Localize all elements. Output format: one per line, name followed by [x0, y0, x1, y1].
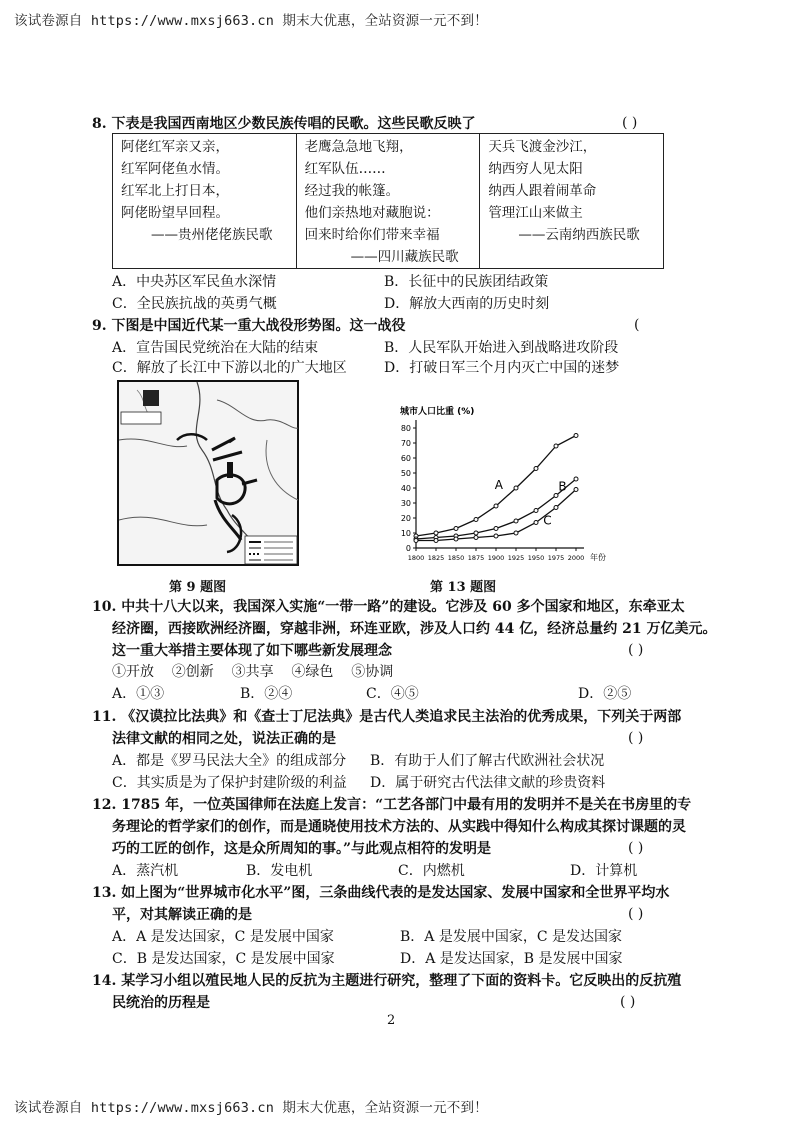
q13-option-a: A．A 是发达国家，C 是发展中国家	[112, 929, 334, 945]
q13-line-2: 平，对其解读正确的是	[112, 907, 252, 923]
y-tick-label: 30	[400, 499, 411, 508]
song-guizhou-cell	[113, 134, 297, 269]
x-tick-label: 1950	[527, 554, 545, 562]
q11-line-2: 法律文献的相同之处，说法正确的是	[112, 731, 336, 747]
series-label-A: A	[494, 477, 504, 492]
q8-option-b: B．长征中的民族团结政策	[384, 274, 549, 290]
data-point-B	[514, 519, 518, 523]
data-point-B	[474, 531, 478, 535]
q10-option-a: A．①③	[112, 686, 165, 702]
folk-song-table	[112, 133, 664, 269]
q10-option-b: B．②④	[240, 686, 293, 702]
data-point-B	[554, 494, 558, 498]
chart-title: 城市人口比重 (%)	[400, 407, 475, 417]
figure-13-caption: 第 13 题图	[430, 580, 497, 595]
series-label-B: B	[558, 479, 567, 494]
data-point-A	[574, 434, 578, 438]
y-tick-label: 70	[400, 439, 411, 448]
q9-option-c: C．解放了长江中下游以北的广大地区	[112, 360, 347, 376]
y-tick-label: 60	[400, 454, 411, 463]
q13-option-b: B．A 是发展中国家，C 是发达国家	[400, 929, 623, 945]
data-point-C	[514, 531, 518, 535]
q10-line-1: 10. 中共十八大以来，我国深入实施“一带一路”的建设。它涉及 60 多个国家和地区，东牵亚太	[92, 599, 685, 615]
q11-answer-bracket: ( )	[628, 730, 644, 746]
urbanization-chart	[376, 400, 616, 568]
data-point-A	[494, 504, 498, 508]
song-line: 红军北上打日本，	[121, 183, 229, 199]
data-point-C	[494, 534, 498, 538]
x-tick-label: 1800	[407, 554, 425, 562]
series-lines	[414, 434, 578, 543]
q13-option-d: D．A 是发达国家，B 是发展中国家	[400, 951, 623, 967]
song-credit: ——云南纳西族民歌	[518, 227, 640, 243]
song-line: 红军队伍……	[304, 161, 386, 177]
y-tick-label: 10	[400, 529, 411, 538]
x-tick-label: 1925	[507, 554, 525, 562]
q10-option-c: C．④⑤	[366, 686, 419, 702]
y-axis	[401, 420, 416, 553]
y-tick-label: 0	[405, 544, 411, 553]
song-line: 经过我的帐篷。	[304, 183, 400, 199]
watermark-banner-top: 该试卷源自 https://www.mxsj663.cn 期末大优惠，全站资源一元不到！	[14, 13, 488, 29]
q9-option-b: B．人民军队开始进入到战略进攻阶段	[384, 340, 619, 356]
x-axis	[408, 548, 606, 562]
song-line: 他们亲热地对藏胞说：	[304, 205, 440, 221]
q11-option-b: B．有助于人们了解古代欧洲社会状况	[370, 753, 605, 769]
x-tick-label: 1975	[547, 554, 565, 562]
figure-9-caption: 第 9 题图	[169, 580, 227, 595]
song-yunnan-cell	[480, 134, 664, 269]
y-tick-label: 80	[400, 424, 411, 433]
q12-line-3: 巧的工匠的创作，这是众所周知的事。”与此观点相符的发明是	[112, 841, 492, 857]
song-line: 管理江山来做主	[488, 205, 583, 221]
q11-option-a: A．都是《罗马民法大全》的组成部分	[112, 753, 347, 769]
q12-option-d: D．计算机	[570, 863, 638, 879]
q8-option-a: A．中央苏区军民鱼水深情	[112, 274, 277, 290]
q9-stem: 9. 下图是中国近代某一重大战役形势图。这一战役	[92, 318, 406, 334]
x-tick-label: 1850	[447, 554, 465, 562]
battle-map-figure	[117, 380, 299, 566]
data-point-A	[454, 527, 458, 531]
data-point-A	[554, 444, 558, 448]
song-line: 天兵飞渡金沙江，	[488, 139, 597, 155]
song-line: 回来时给你们带来幸福	[304, 227, 440, 243]
x-tick-label: 1825	[427, 554, 445, 562]
q13-option-c: C．B 是发达国家，C 是发展中国家	[112, 951, 335, 967]
data-point-C	[554, 506, 558, 510]
q10-line-2: 经济圈，西接欧洲经济圈，穿越非洲，环连亚欧，涉及人口约 44 亿，经济总量约 21 万亿美元。	[112, 621, 717, 637]
q12-option-a: A．蒸汽机	[112, 863, 179, 879]
data-point-A	[434, 531, 438, 535]
q12-line-2: 务理论的哲学家们的创作，而是通晓使用技术方法的、从实践中得知什么构成其探讨课题的灵	[112, 819, 686, 835]
song-line: 纳西穷人见太阳	[488, 161, 583, 177]
y-tick-label: 50	[400, 469, 411, 478]
q10-answer-bracket: ( )	[628, 642, 644, 658]
q9-answer-bracket: (	[634, 317, 640, 333]
song-sichuan-cell	[296, 134, 480, 269]
q12-line-1: 12. 1785 年，一位英国律师在法庭上发言：“工艺各部门中最有用的发明并不是关在书房里的专	[92, 797, 692, 813]
y-tick-label: 20	[400, 514, 411, 523]
data-point-A	[474, 518, 478, 522]
q9-option-a: A．宣告国民党统治在大陆的结束	[112, 340, 319, 356]
page-number: 2	[387, 1013, 396, 1028]
song-line: 阿佬盼望早回程。	[121, 205, 229, 221]
q10-option-d: D．②⑤	[578, 686, 632, 702]
q9-option-d: D．打破日军三个月内灭亡中国的迷梦	[384, 360, 620, 376]
series-line-C	[416, 490, 576, 541]
q13-line-1: 13. 如上图为“世界城市化水平”图，三条曲线代表的是发达国家、发展中国家和全世界平均水	[92, 885, 670, 901]
q12-option-b: B．发电机	[246, 863, 313, 879]
data-point-B	[494, 527, 498, 531]
q14-line-1: 14. 某学习小组以殖民地人民的反抗为主题进行研究，整理了下面的资料卡。它反映出的反抗殖	[92, 973, 682, 989]
data-point-A	[534, 467, 538, 471]
data-point-C	[474, 536, 478, 540]
q14-answer-bracket: ( )	[620, 994, 636, 1010]
song-line: 纳西人跟着闹革命	[488, 183, 597, 199]
data-point-A	[514, 486, 518, 490]
data-point-C	[454, 537, 458, 541]
data-point-C	[534, 521, 538, 525]
q11-option-d: D．属于研究古代法律文献的珍贵资料	[370, 775, 606, 791]
x-tick-label: 2000	[567, 554, 585, 562]
q8-answer-bracket: ( )	[622, 115, 638, 131]
x-tick-label: 1900	[487, 554, 505, 562]
song-credit: ——四川藏族民歌	[350, 249, 459, 265]
y-tick-label: 40	[400, 484, 411, 493]
data-point-B	[534, 509, 538, 513]
q8-stem: 8. 下表是我国西南地区少数民族传唱的民歌。这些民歌反映了	[92, 116, 476, 132]
x-axis-label: 年份	[590, 553, 606, 562]
q12-answer-bracket: ( )	[628, 840, 644, 856]
x-tick-label: 1875	[467, 554, 485, 562]
q8-option-c: C．全民族抗战的英勇气概	[112, 296, 277, 312]
song-line: 阿佬红军亲又亲，	[121, 139, 229, 155]
q12-option-c: C．内燃机	[398, 863, 465, 879]
q10-line-3: 这一重大举措主要体现了如下哪些新发展理念	[112, 643, 392, 659]
q14-line-2: 民统治的历程是	[112, 995, 210, 1011]
song-line: 老鹰急急地飞翔，	[304, 139, 413, 155]
data-point-C	[434, 539, 438, 543]
q11-option-c: C．其实质是为了保护封建阶级的利益	[112, 775, 347, 791]
q8-option-d: D．解放大西南的历史时刻	[384, 296, 550, 312]
data-point-B	[574, 477, 578, 481]
q11-line-1: 11. 《汉谟拉比法典》和《查士丁尼法典》是古代人类追求民主法治的优秀成果，下列关于两部	[92, 709, 682, 725]
series-label-C: C	[543, 513, 552, 528]
watermark-banner-bottom: 该试卷源自 https://www.mxsj663.cn 期末大优惠，全站资源一元不到！	[14, 1100, 488, 1116]
song-line: 红军阿佬鱼水情。	[121, 161, 229, 177]
q10-items: ①开放 ②创新 ③共享 ④绿色 ⑤协调	[112, 664, 394, 680]
data-point-C	[574, 488, 578, 492]
q13-answer-bracket: ( )	[628, 906, 644, 922]
data-point-C	[414, 539, 418, 543]
song-credit: ——贵州佬佬族民歌	[151, 227, 273, 243]
